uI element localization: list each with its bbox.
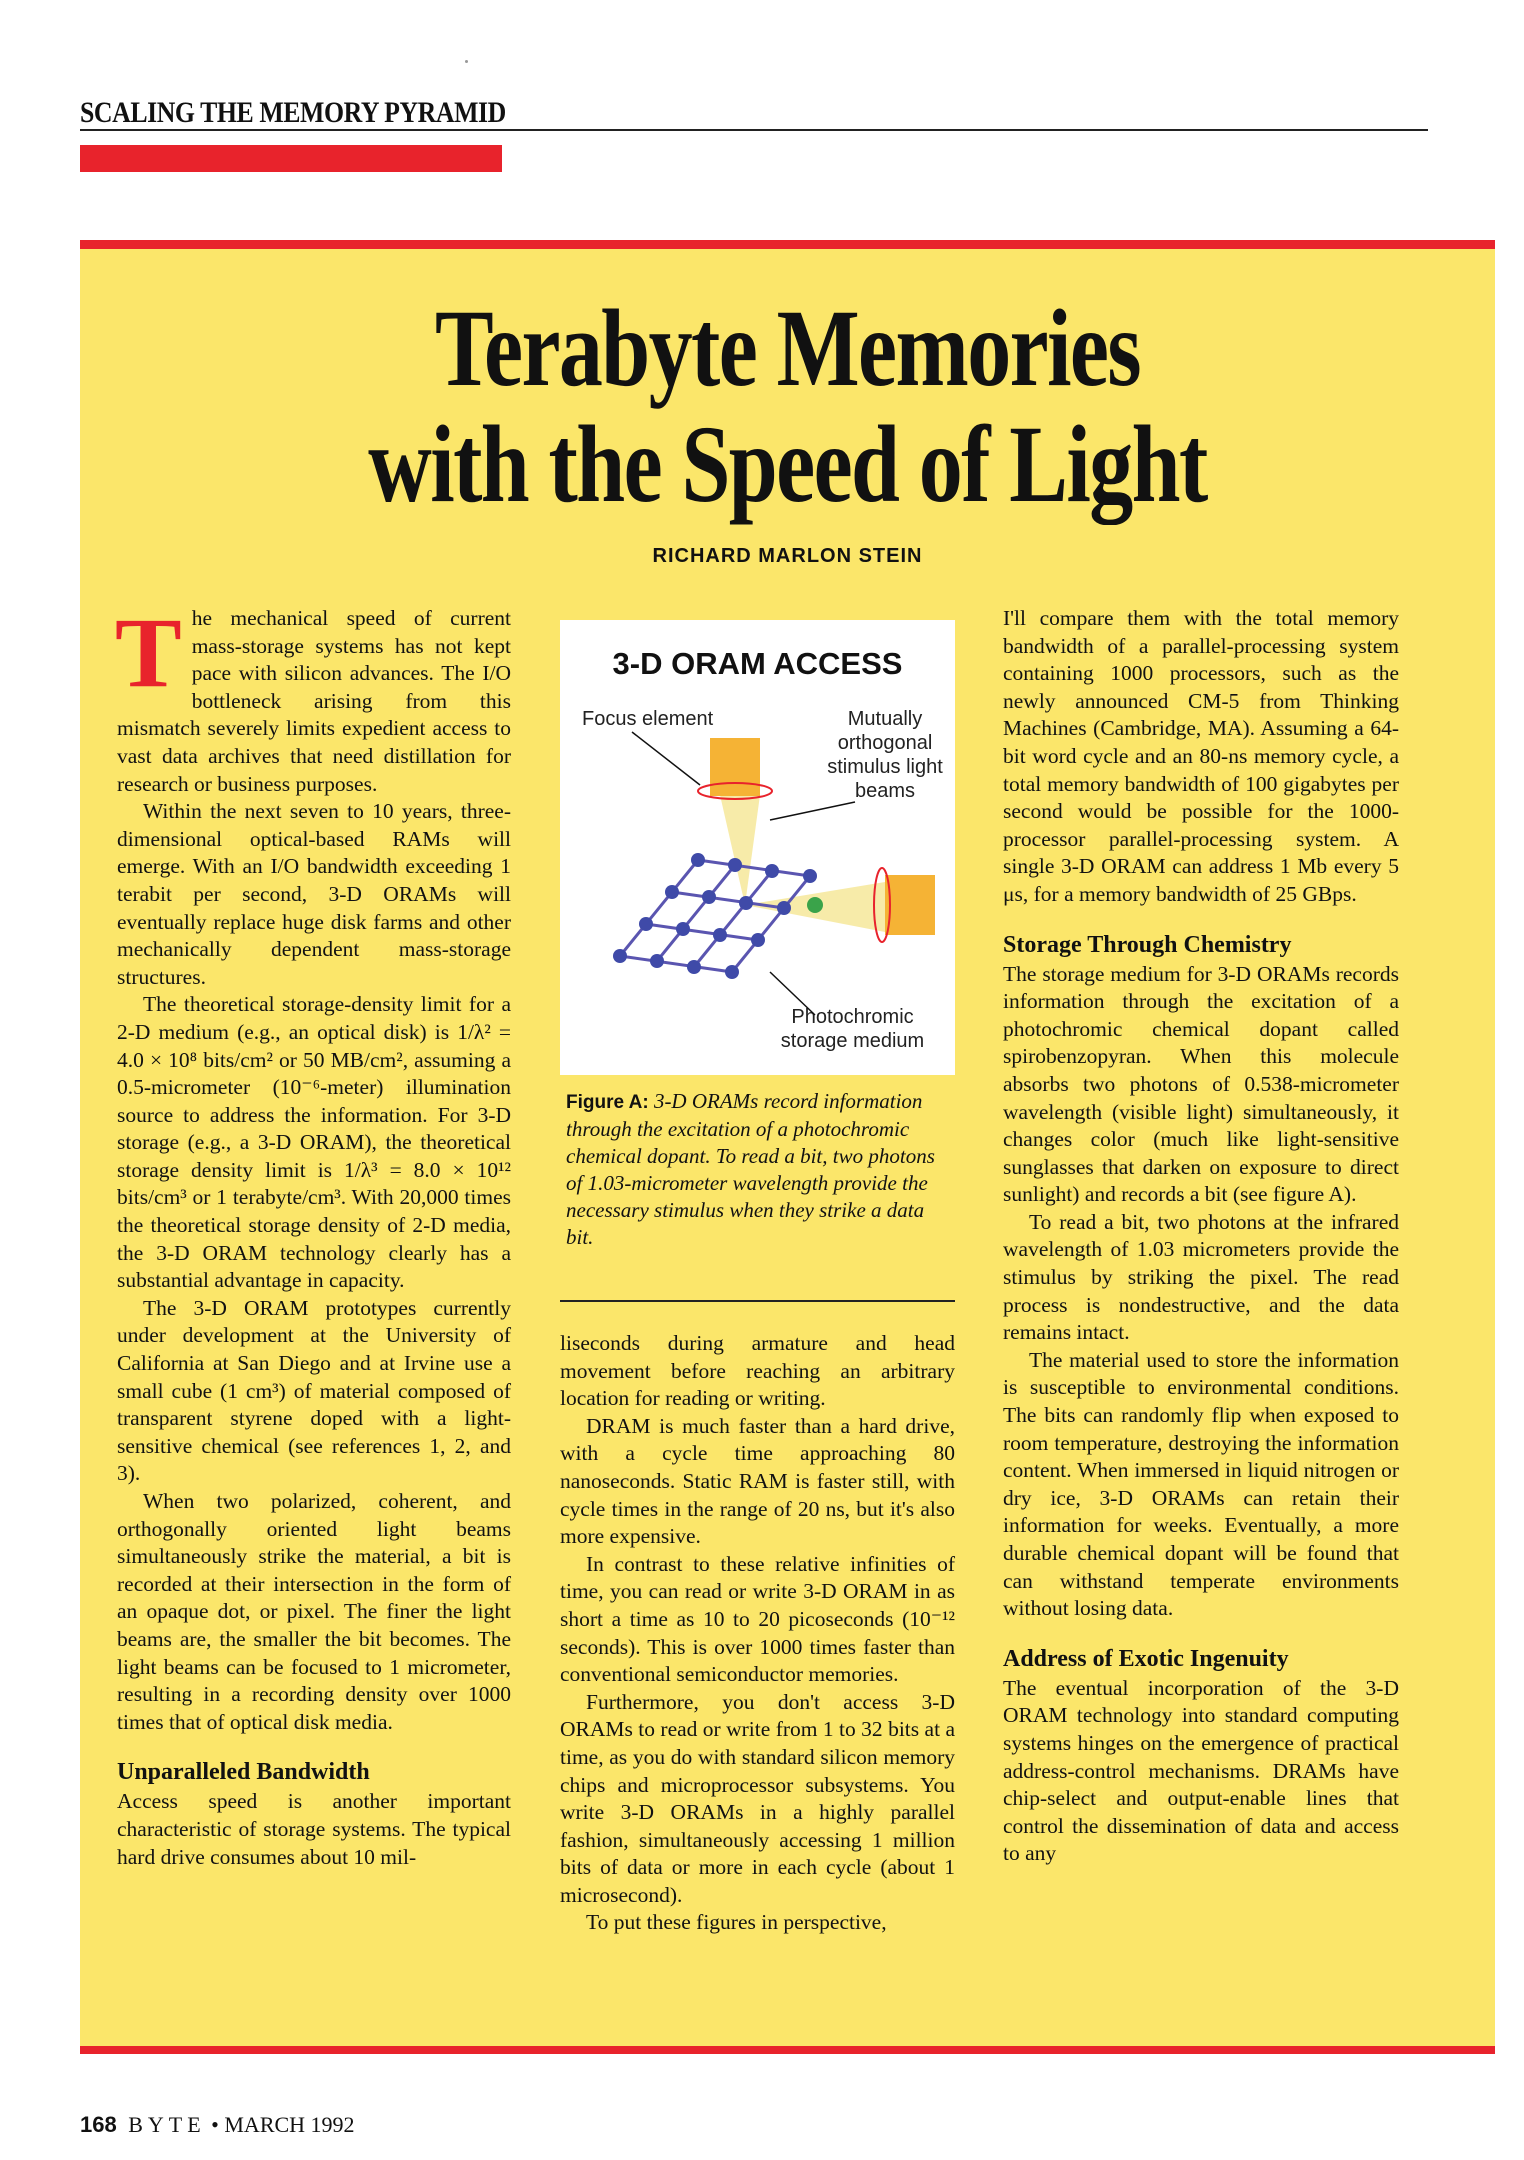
footer-separator: • xyxy=(211,2112,219,2137)
focus-element-top xyxy=(710,738,760,796)
paragraph: The theoretical storage-density limit for a 2-D medium (e.g., an optical disk) is 1/λ² = 4.0 × 10⁸ bits/cm² or 50 MB/cm², assuming a 0.5-micrometer (10⁻⁶-meter) illumination source to address the information. For 3-D storage (e.g., a 3-D ORAM), the theoretical storage density limit is 1/λ³ = 8.0 × 10¹² bits/cm³ or 1 terabyte/cm³. With 20,000 times the theoretical storage density of 2-D media, the 3-D ORAM technology clearly has a substantial advantage in capacity. xyxy=(117,992,511,1293)
lattice-nodes xyxy=(613,853,817,979)
paragraph: liseconds during armature and head movement before reaching an arbitrary location for reading or writing. xyxy=(560,1331,955,1411)
lattice-grid xyxy=(620,860,810,972)
figure-a xyxy=(560,620,955,1075)
horizontal-beam-cone xyxy=(745,882,885,932)
focus-ring-right xyxy=(874,868,890,942)
subhead-bandwidth: Unparalleled Bandwidth xyxy=(117,1759,370,1786)
paragraph: The eventual incorporation of the 3-D ORAM technology into standard computing systems hinges on the emergence of practical address-control mechanisms. DRAMs have chip-select and output-enable lines that control the dissemination of data and access to any xyxy=(1003,1675,1399,1866)
page-number: 168 xyxy=(80,2112,117,2137)
issue-date: MARCH 1992 xyxy=(224,2112,355,2137)
paragraph: The storage medium for 3-D ORAMs records information through the excitation of a photochromic chemical dopant called spirobenzopyran. When this molecule absorbs two photons of 0.538-micrometer wavelength (visible light) simultaneously, it changes color (much like light-sensitive sunglasses that darken on exposure to direct sunlight) and records a bit (see figure A). xyxy=(1003,961,1399,1207)
section-kicker: SCALING THE MEMORY PYRAMID xyxy=(80,96,506,129)
page-footer xyxy=(80,2112,355,2138)
column-1 xyxy=(115,597,511,1871)
column-2 xyxy=(560,1330,955,1937)
figure-title: 3-D ORAM ACCESS xyxy=(612,646,903,681)
label-storage-medium: Photochromic storage medium xyxy=(780,1006,925,1052)
vertical-beam-cone xyxy=(720,795,760,905)
kicker-red-bar xyxy=(80,145,502,172)
figure-caption xyxy=(566,1088,951,1251)
paragraph: The 3-D ORAM prototypes currently under development at the University of California at San Diego and at Irvine use a small cube (1 cm³) of material composed of transparent styrene doped with a light-sensitive chemical (see references 1, 2, and 3). xyxy=(117,1295,511,1486)
author-byline: RICHARD MARLON STEIN xyxy=(652,545,923,567)
paragraph: When two polarized, coherent, and orthogonally oriented light beams simultaneously strike the material, a bit is recorded at their intersection in the form of an opaque dot, or pixel. The finer the light beams are, the smaller the bit becomes. The light beams can be focused to 1 micrometer, resulting in a recording density over 1000 times that of optical disk media. xyxy=(117,1489,511,1734)
paragraph: The material used to store the information is susceptible to environmental conditions. The bits can randomly flip when exposed to room temperature, destroying the information content. When immersed in liquid nitrogen or dry ice, 3-D ORAMs can retain their information for weeks. Eventually, a more durable chemical dopant will be found that can withstand temperate environments without losing data. xyxy=(1003,1347,1399,1621)
paragraph: I'll compare them with the total memory bandwidth of a parallel-processing system containing 1000 processors, such as the newly announced CM-5 from Thinking Machines (Cambridge, MA). Assuming a 64-bit word cycle and an 80-ns memory cycle, a total memory bandwidth of 100 gigabytes per second would be possible for the 1000-processor parallel-processing system. A single 3-D ORAM can address 1 Mb every 5 μs, for a memory bandwidth of 25 GBps. xyxy=(1003,606,1399,906)
kicker-rule xyxy=(80,129,1428,131)
paragraph: To put these figures in perspective, xyxy=(586,1910,887,1935)
caption-text: 3-D ORAMs record information through the excitation of a photochromic chemical dopant. To read a bit, two photons of 1.03-micrometer wavelength provide the necessary stimulus when they strike a data bit. xyxy=(566,1089,935,1249)
caption-lead: Figure A: xyxy=(566,1092,649,1113)
paragraph: Furthermore, you don't access 3-D ORAMs to read or write from 1 to 32 bits at a time, as you do with standard silicon memory chips and microprocessor subsystems. You write 3-D ORAMs in a highly parallel fashion, simultaneously accessing 1 million bits of data or more in each cycle (about 1 microsecond). xyxy=(560,1689,955,1907)
column-3 xyxy=(1003,605,1399,1868)
paragraph: In contrast to these relative infinities of time, you can read or write 3-D ORAM in as short a time as 10 to 20 picoseconds (10⁻¹² seconds). This is over 1000 times faster than conventional semiconductor memories. xyxy=(560,1551,955,1687)
subhead-address: Address of Exotic Ingenuity xyxy=(1003,1645,1289,1672)
focus-ring-top xyxy=(698,783,772,799)
drop-cap: T xyxy=(115,597,182,708)
label-light-beams: Mutually orthogonal stimulus light beams xyxy=(827,708,943,802)
article-title xyxy=(80,287,1495,525)
print-speck xyxy=(465,60,468,63)
panel-bottom-rule xyxy=(80,2046,1495,2054)
paragraph: To read a bit, two photons at the infrared wavelength of 1.03 micrometers provide the stimulus by striking the pixel. The read process is nondestructive, and the data remains intact. xyxy=(1003,1209,1399,1345)
caption-rule xyxy=(560,1300,955,1302)
magazine-name: BYTE xyxy=(128,2112,206,2137)
panel-top-rule xyxy=(80,240,1495,249)
paragraph: DRAM is much faster than a hard drive, with a cycle time approaching 80 nanoseconds. Static RAM is faster still, with cycle times in the range of 20 ns, but it's also more expensive. xyxy=(560,1413,955,1549)
paragraph: Access speed is another important characteristic of storage systems. The typical hard drive consumes about 10 mil- xyxy=(117,1789,511,1869)
paragraph: Within the next seven to 10 years, three-dimensional optical-based RAMs will emerge. With an I/O bandwidth exceeding 1 terabit per second, 3-D ORAMs will eventually replace huge disk farms and other mechanically dependent mass-storage structures. xyxy=(117,799,511,989)
subhead-chemistry: Storage Through Chemistry xyxy=(1003,931,1292,958)
active-bit-node xyxy=(807,897,823,913)
label-focus-element: Focus element xyxy=(582,708,714,730)
title-line-1: Terabyte Memories xyxy=(434,287,1141,409)
paragraph: The mechanical speed of current mass-storage systems has not kept pace with silicon advances. The I/O bottleneck arising from this mismatch severely limits expedient access to vast data archives that need distillation for research or business purposes. xyxy=(115,597,511,796)
focus-element-right xyxy=(885,875,935,935)
title-line-2: with the Speed of Light xyxy=(368,403,1207,525)
